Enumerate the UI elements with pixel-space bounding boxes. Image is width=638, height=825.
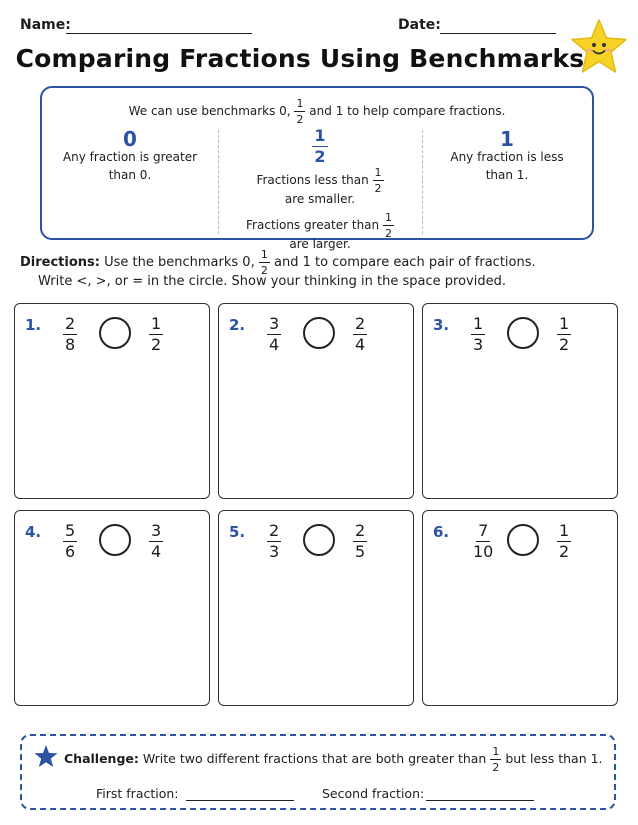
benchmark-one <box>422 127 592 184</box>
fraction-denominator: 6 <box>65 542 76 561</box>
problem-card[interactable] <box>422 510 618 706</box>
fraction-denominator: 5 <box>355 542 366 561</box>
name-label: Name: <box>20 17 71 33</box>
directions-half-fraction <box>259 249 270 276</box>
fraction-denominator: 2 <box>260 264 268 277</box>
directions-label: Directions: <box>20 255 100 270</box>
comparison-circle[interactable] <box>303 317 335 349</box>
fraction-numerator: 1 <box>374 166 382 179</box>
second-fraction-field[interactable] <box>426 800 534 801</box>
intro-half-fraction <box>294 98 305 125</box>
benchmark-one-value: 1 <box>500 127 514 151</box>
problem-number: 2. <box>229 316 246 334</box>
fraction-numerator: 1 <box>314 126 326 145</box>
second-fraction-label: Second fraction: <box>322 786 425 801</box>
comparison-circle[interactable] <box>303 524 335 556</box>
fraction-numerator: 1 <box>260 248 268 261</box>
challenge-prompt <box>64 746 604 773</box>
star-icon <box>34 744 58 768</box>
benchmark-half-less-after: are smaller. <box>284 192 356 206</box>
fraction-numerator: 5 <box>65 521 76 540</box>
fraction-b <box>149 316 163 353</box>
challenge-label: Challenge: <box>64 751 139 766</box>
fraction-numerator: 1 <box>384 211 392 224</box>
benchmark-info-box <box>40 86 594 251</box>
half-fraction <box>373 167 384 194</box>
fraction-numerator: 1 <box>296 97 304 110</box>
fraction-denominator: 4 <box>269 335 280 354</box>
fraction-denominator: 3 <box>269 542 280 561</box>
problem-number: 1. <box>25 316 42 334</box>
date-label: Date: <box>398 17 441 33</box>
greater-than-text: Fractions greater than <box>246 218 380 232</box>
comparison-circle[interactable] <box>99 524 131 556</box>
fraction-denominator: 3 <box>473 335 484 354</box>
fraction-b <box>557 316 571 353</box>
comparison-circle[interactable] <box>507 524 539 556</box>
first-fraction-field[interactable] <box>186 800 294 801</box>
comparison-circle[interactable] <box>507 317 539 349</box>
intro-before: We can use benchmarks 0, <box>128 104 291 118</box>
problem-number: 6. <box>433 523 450 541</box>
fraction-b <box>353 316 367 353</box>
less-than-text: Fractions less than <box>256 173 369 187</box>
work-space[interactable] <box>23 571 199 697</box>
fraction-denominator: 8 <box>65 335 76 354</box>
fraction-b <box>557 523 571 560</box>
fraction-numerator: 1 <box>559 314 570 333</box>
directions-before: Use the benchmarks 0, <box>104 255 255 270</box>
fraction-denominator: 4 <box>151 542 162 561</box>
info-intro <box>42 98 592 125</box>
fraction-numerator: 2 <box>65 314 76 333</box>
work-space[interactable] <box>23 364 199 490</box>
fraction-denominator: 2 <box>559 542 570 561</box>
fraction-numerator: 1 <box>151 314 162 333</box>
fraction-a <box>267 523 281 560</box>
fraction-a <box>267 316 281 353</box>
benchmark-one-line2: than 1. <box>485 168 529 182</box>
problem-card[interactable] <box>14 303 210 499</box>
benchmark-zero-line1: Any fraction is greater <box>62 150 198 164</box>
page-title: Comparing Fractions Using Benchmarks <box>15 44 585 73</box>
fraction-denominator: 10 <box>473 542 494 561</box>
date-field[interactable] <box>440 33 556 34</box>
fraction-numerator: 2 <box>355 521 366 540</box>
problem-number: 3. <box>433 316 450 334</box>
benchmark-zero-line2: than 0. <box>108 168 152 182</box>
fraction-numerator: 1 <box>473 314 484 333</box>
work-space[interactable] <box>227 571 403 697</box>
benchmark-half <box>218 128 422 253</box>
work-space[interactable] <box>227 364 403 490</box>
fraction-numerator: 1 <box>559 521 570 540</box>
fraction-numerator: 7 <box>478 521 489 540</box>
fraction-b <box>149 523 163 560</box>
fraction-denominator: 2 <box>492 761 500 774</box>
fraction-b <box>353 523 367 560</box>
fraction-a <box>471 523 495 560</box>
problem-number: 5. <box>229 523 246 541</box>
half-fraction <box>383 212 394 239</box>
problem-card[interactable] <box>218 303 414 499</box>
work-space[interactable] <box>431 364 607 490</box>
directions-after: and 1 to compare each pair of fractions. <box>273 255 536 270</box>
fraction-denominator: 2 <box>151 335 162 354</box>
fraction-denominator: 2 <box>296 113 304 126</box>
fraction-denominator: 2 <box>559 335 570 354</box>
first-fraction-label: First fraction: <box>96 786 179 801</box>
benchmark-half-value <box>218 128 422 165</box>
fraction-denominator: 2 <box>314 147 326 166</box>
benchmark-one-line1: Any fraction is less <box>450 150 564 164</box>
work-space[interactable] <box>431 571 607 697</box>
directions-line-2: Write <, >, or = in the circle. Show your thinking in the space provided. <box>38 274 506 289</box>
name-field[interactable] <box>66 33 252 34</box>
fraction-a <box>471 316 485 353</box>
fraction-numerator: 3 <box>269 314 280 333</box>
problem-number: 4. <box>25 523 42 541</box>
directions-line-1 <box>20 249 620 276</box>
comparison-circle[interactable] <box>99 317 131 349</box>
fraction-numerator: 2 <box>269 521 280 540</box>
fraction-denominator: 2 <box>374 182 382 195</box>
challenge-box <box>20 734 616 810</box>
challenge-half-fraction <box>490 746 501 773</box>
challenge-text-after: but less than 1. <box>505 751 603 766</box>
benchmark-zero <box>42 127 218 184</box>
fraction-numerator: 2 <box>355 314 366 333</box>
fraction-a <box>63 316 77 353</box>
problem-card[interactable] <box>218 510 414 706</box>
benchmark-zero-value: 0 <box>123 127 137 151</box>
fraction-numerator: 3 <box>151 521 162 540</box>
half-fraction <box>312 128 327 165</box>
problem-card[interactable] <box>14 510 210 706</box>
benchmark-half-greater-after: are larger. <box>289 237 351 251</box>
problem-card[interactable] <box>422 303 618 499</box>
fraction-numerator: 1 <box>492 745 500 758</box>
intro-after: and 1 to help compare fractions. <box>309 104 506 118</box>
fraction-denominator: 2 <box>384 227 392 240</box>
fraction-denominator: 4 <box>355 335 366 354</box>
challenge-text-before: Write two different fractions that are both greater than <box>142 751 487 766</box>
fraction-a <box>63 523 77 560</box>
